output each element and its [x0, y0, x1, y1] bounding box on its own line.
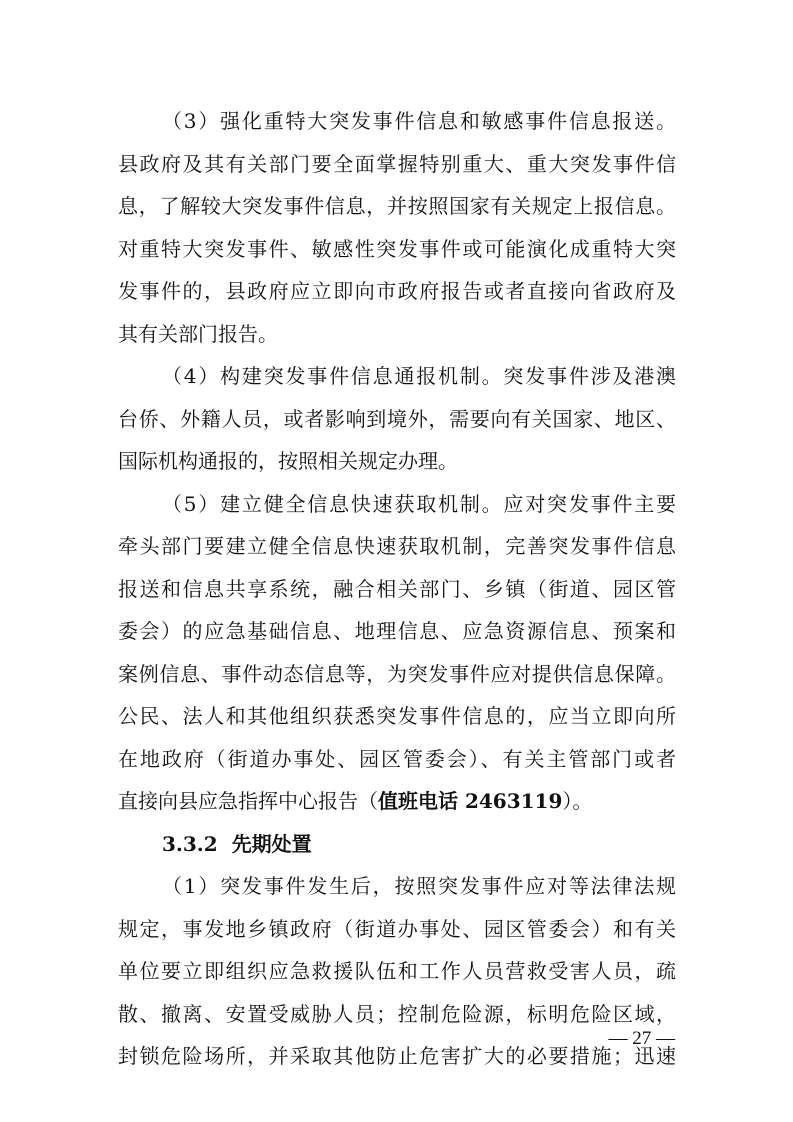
page-number: — 27 — — [608, 1028, 675, 1049]
duty-hotline: 值班电话 2463119 — [378, 789, 563, 813]
paragraph-line: 报送和信息共享系统，融合相关部门、乡镇（街道、园区管 — [118, 576, 676, 601]
paragraph-line: 规定，事发地乡镇政府（街道办事处、园区管委会）和有关 — [118, 916, 676, 941]
paragraph-line: 台侨、外籍人员，或者影响到境外，需要向有关国家、地区、 — [118, 406, 676, 431]
paragraph-line: 案例信息、事件动态信息等，为突发事件应对提供信息保障。 — [118, 661, 676, 686]
section-title: 先期处置 — [231, 831, 312, 856]
paragraph-line: （1）突发事件发生后，按照突发事件应对等法律法规 — [162, 874, 676, 898]
paragraph-line: （5）建立健全信息快速获取机制。应对突发事件主要 — [162, 491, 676, 516]
paragraph-line: 发事件的，县政府应立即向市政府报告或者直接向省政府及 — [118, 279, 676, 303]
paragraph-line: 散、撤离、安置受威胁人员；控制危险源，标明危险区域， — [118, 1001, 676, 1026]
hotline-line-after: ）。 — [562, 789, 593, 813]
paragraph-line: 单位要立即组织应急救援队伍和工作人员营救受害人员，疏 — [118, 959, 676, 983]
paragraph-line: （3）强化重特大突发事件信息和敏感事件信息报送。 — [162, 109, 676, 133]
paragraph-line: 对重特大突发事件、敏感性突发事件或可能演化成重特大突 — [118, 236, 676, 261]
paragraph-line: 封锁危险场所，并采取其他防止危害扩大的必要措施；迅速 — [118, 1044, 676, 1068]
paragraph-line: 牵头部门要建立健全信息快速获取机制，完善突发事件信息 — [118, 534, 676, 558]
paragraph-line: （4）构建突发事件信息通报机制。突发事件涉及港澳 — [162, 364, 676, 388]
paragraph-line: 公民、法人和其他组织获悉突发事件信息的，应当立即向所 — [118, 704, 676, 728]
section-heading — [118, 823, 676, 866]
paragraph-line: 委会）的应急基础信息、地理信息、应急资源信息、预案和 — [118, 619, 676, 643]
paragraph-line: 国际机构通报的，按照相关规定办理。 — [118, 449, 458, 473]
hotline-line — [118, 780, 676, 823]
paragraph-line: 息，了解较大突发事件信息，并按照国家有关规定上报信息。 — [118, 194, 676, 218]
body-text — [118, 100, 676, 1078]
paragraph-line: 县政府及其有关部门要全面掌握特别重大、重大突发事件信 — [118, 151, 676, 176]
section-number: 3.3.2 — [162, 831, 218, 856]
hotline-line-before: 直接向县应急指挥中心报告（ — [118, 789, 378, 813]
paragraph-line: 其有关部门报告。 — [118, 321, 278, 346]
paragraph-line: 在地政府（街道办事处、园区管委会）、有关主管部门或者 — [118, 746, 676, 771]
